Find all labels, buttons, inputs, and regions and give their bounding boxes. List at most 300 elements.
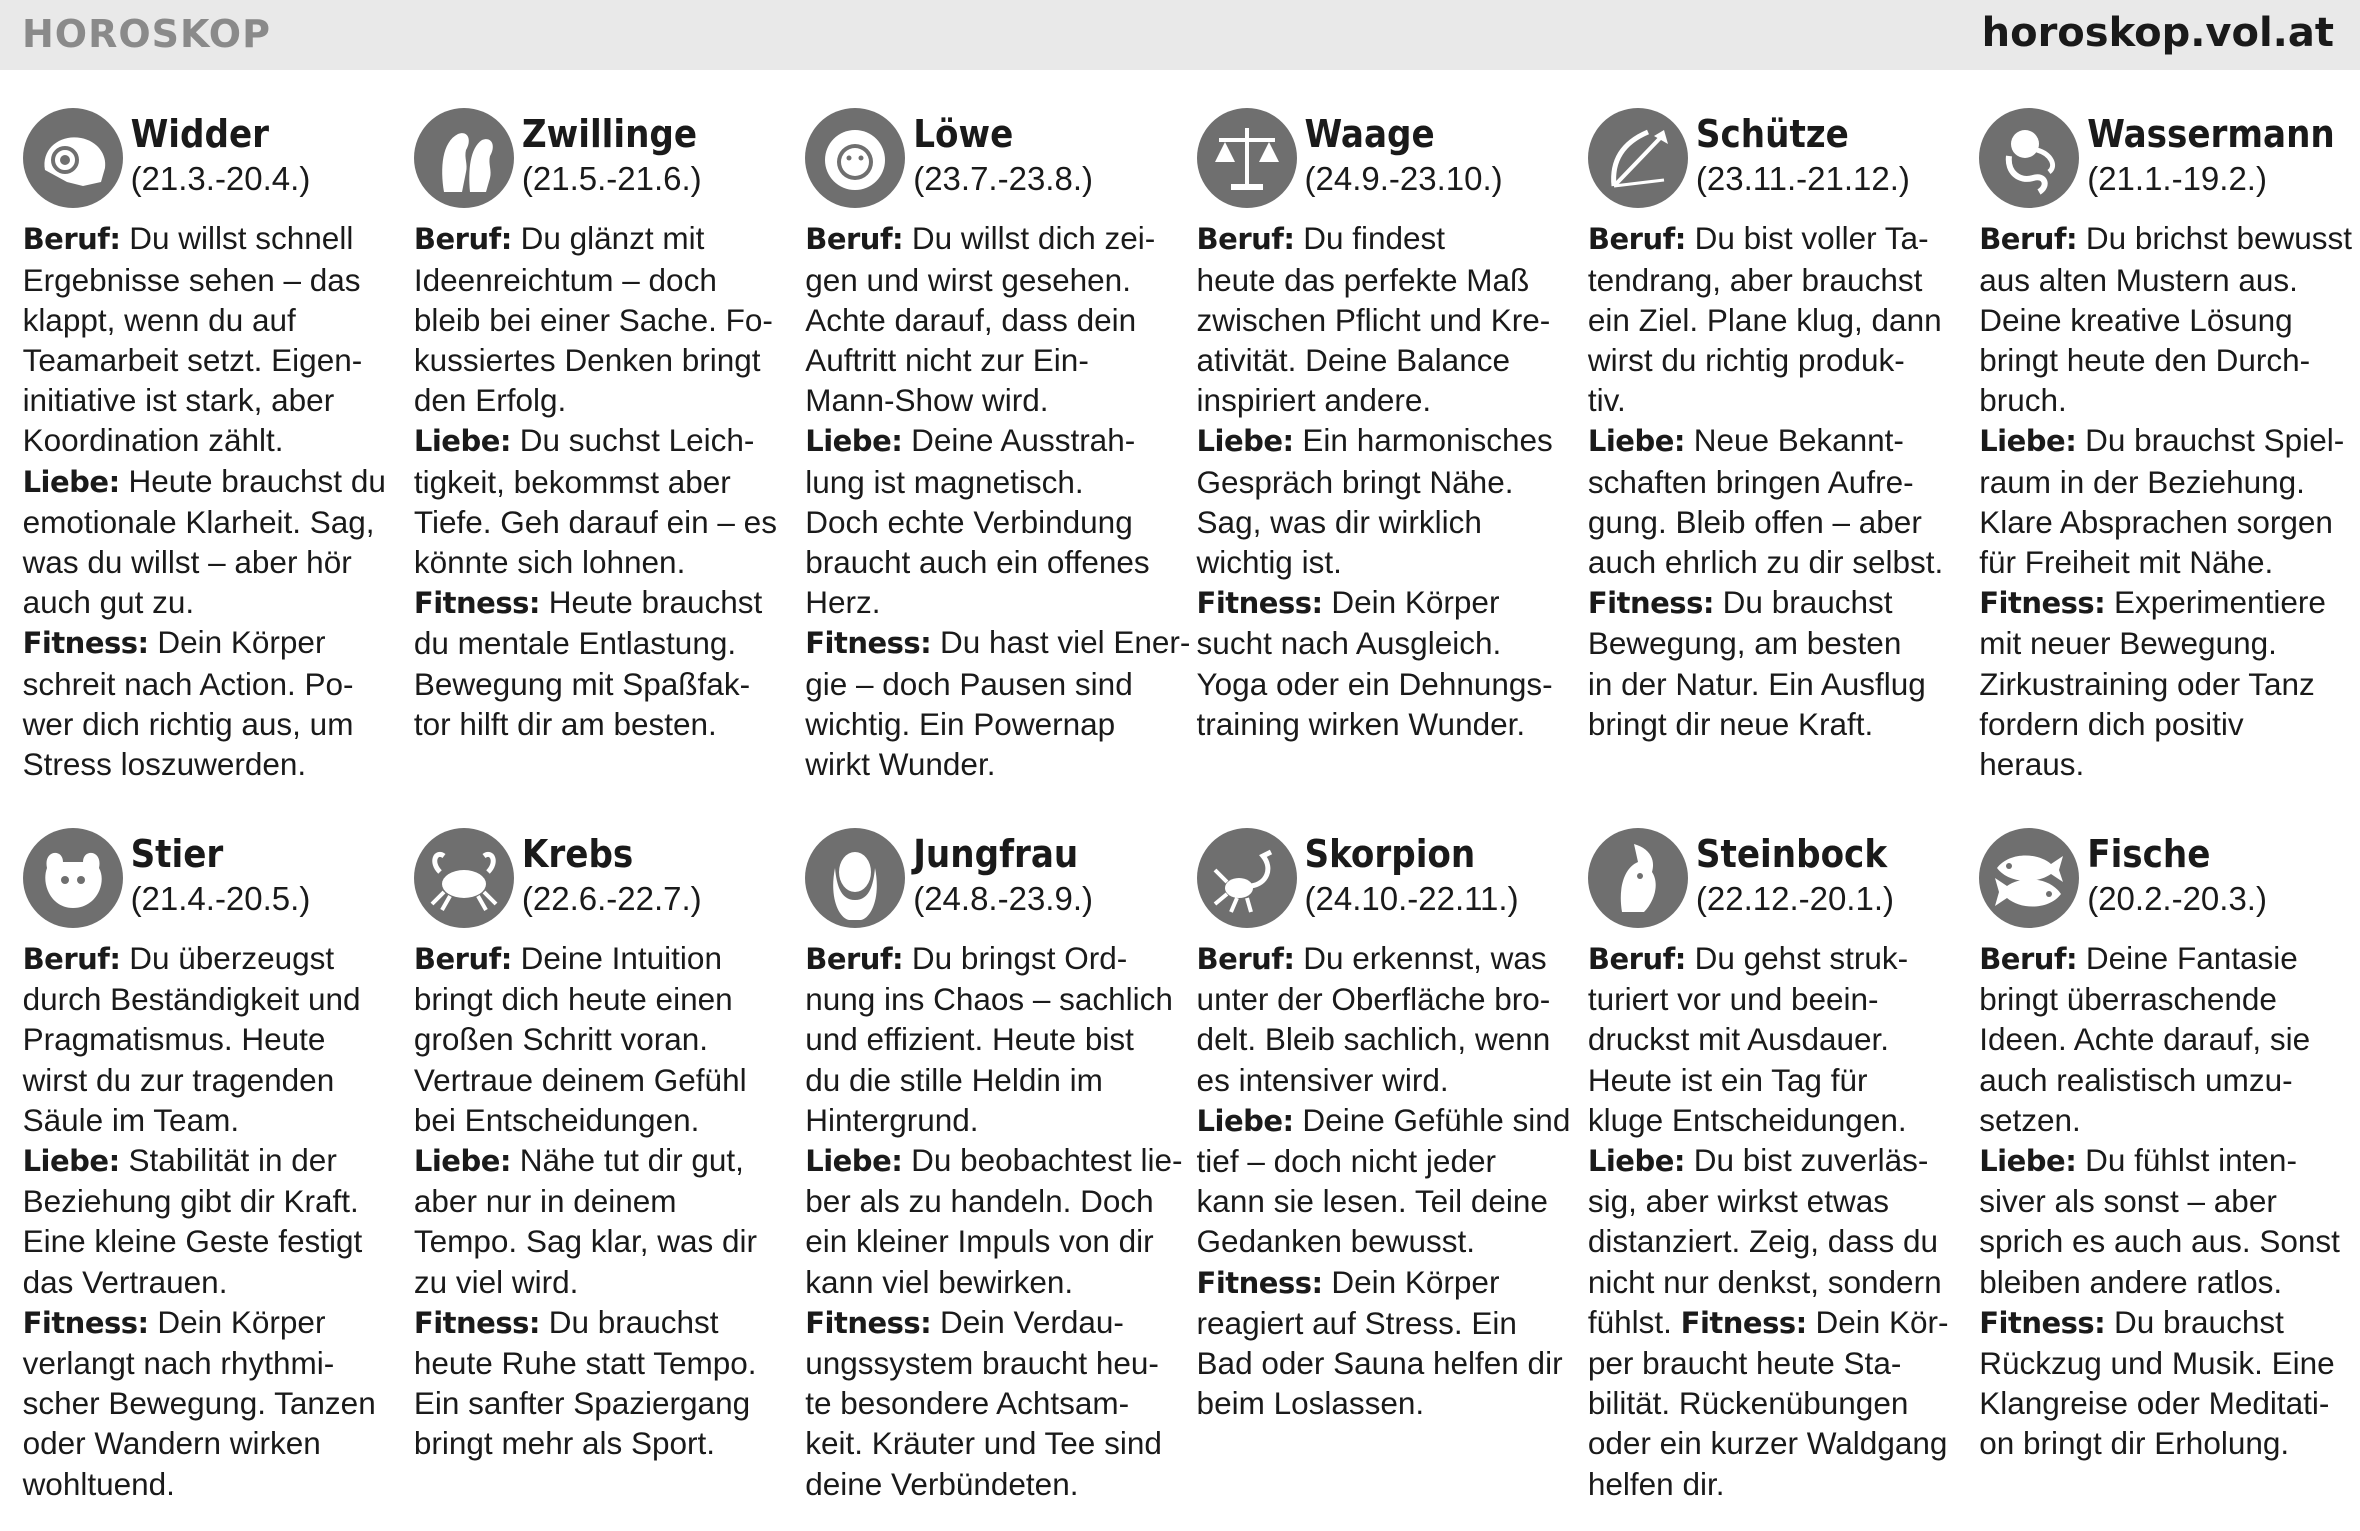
sign-name: Widder bbox=[130, 112, 269, 157]
text-line bbox=[23, 340, 389, 380]
body-text: du die stille Heldin im bbox=[805, 1061, 1103, 1098]
section-label: Liebe: bbox=[805, 424, 903, 459]
text-line bbox=[1588, 623, 1954, 663]
section-label: Fitness: bbox=[1587, 586, 1714, 621]
body-text: Bewegung mit Spaßfak- bbox=[413, 665, 751, 702]
body-text: schreit nach Action. Po- bbox=[22, 665, 354, 702]
text-line bbox=[1197, 704, 1563, 744]
text-line bbox=[1197, 218, 1563, 259]
text-line bbox=[1979, 1343, 2345, 1383]
text-line bbox=[805, 218, 1171, 259]
text-line bbox=[23, 1464, 389, 1504]
body-text: Deine Fantasie bbox=[2077, 939, 2298, 976]
body-text: kussiertes Denken bringt bbox=[413, 341, 761, 378]
text-line bbox=[1588, 938, 1954, 979]
text-line bbox=[805, 1464, 1171, 1504]
sign-date-range: (22.6.-22.7.) bbox=[521, 879, 702, 917]
sign-name: Stier bbox=[130, 831, 224, 876]
section-label: Liebe: bbox=[1587, 424, 1685, 459]
sign-horoscope-text bbox=[414, 218, 780, 744]
body-text: lung ist magnetisch. bbox=[805, 463, 1084, 500]
body-text: für Freiheit mit Nähe. bbox=[1979, 544, 2274, 580]
body-text: bei Entscheidungen. bbox=[413, 1101, 700, 1138]
text-line bbox=[414, 582, 780, 623]
text-line bbox=[414, 938, 780, 979]
text-line bbox=[1588, 1464, 1954, 1504]
text-line bbox=[805, 1302, 1171, 1343]
text-line bbox=[1197, 260, 1563, 300]
body-text: Achte darauf, dass dein bbox=[805, 301, 1137, 338]
text-line bbox=[1588, 979, 1954, 1019]
body-text: Klangreise oder Meditati- bbox=[1979, 1385, 2330, 1422]
water-bearer-icon bbox=[1979, 108, 2079, 208]
section-label: Fitness: bbox=[22, 626, 149, 661]
text-line bbox=[805, 502, 1171, 542]
section-label: Beruf: bbox=[22, 941, 121, 976]
text-line bbox=[1979, 1423, 2345, 1463]
body-text: Du findest bbox=[1294, 220, 1446, 257]
body-text: bleiben andere ratlos. bbox=[1979, 1263, 2283, 1300]
body-text: tief – doch nicht jeder bbox=[1196, 1142, 1496, 1179]
body-text: zu viel wird. bbox=[413, 1263, 579, 1300]
text-line bbox=[23, 1060, 389, 1100]
text-line bbox=[1197, 420, 1563, 461]
body-text: sig, aber wirkst etwas bbox=[1587, 1183, 1889, 1220]
body-text: Deine Gefühle sind bbox=[1293, 1101, 1571, 1138]
body-text: ungssystem braucht heu- bbox=[805, 1345, 1159, 1381]
text-line bbox=[414, 218, 780, 259]
text-line bbox=[414, 1262, 780, 1302]
text-line bbox=[1197, 1343, 1563, 1383]
body-text: Ein harmonisches bbox=[1293, 422, 1553, 459]
body-text: kluge Entscheidungen. bbox=[1587, 1101, 1907, 1138]
body-text: Du bist voller Ta- bbox=[1685, 220, 1929, 257]
text-line bbox=[414, 704, 780, 744]
sign-name: Löwe bbox=[913, 112, 1014, 157]
sign-header bbox=[1588, 108, 1954, 218]
text-line bbox=[414, 502, 780, 542]
text-line bbox=[1197, 502, 1563, 542]
text-line bbox=[1197, 582, 1563, 623]
body-text: turiert vor und beein- bbox=[1587, 981, 1879, 1018]
section-label: Beruf: bbox=[805, 222, 904, 257]
body-text: auch gut zu. bbox=[22, 584, 195, 621]
sign-horoscope-text bbox=[805, 218, 1191, 784]
body-text: Ergebnisse sehen – das bbox=[22, 261, 361, 298]
sign-header bbox=[1588, 828, 1954, 938]
text-line bbox=[1197, 1221, 1563, 1261]
text-line bbox=[1979, 542, 2345, 582]
body-text: Doch echte Verbindung bbox=[805, 503, 1133, 540]
body-text: Du willst schnell bbox=[120, 220, 354, 257]
body-text: Koordination zählt. bbox=[22, 422, 284, 459]
text-line bbox=[414, 542, 780, 582]
section-label: Liebe: bbox=[413, 1143, 512, 1178]
sign-horoscope-text bbox=[1588, 218, 1954, 744]
text-line bbox=[23, 1383, 389, 1423]
body-text: tendrang, aber brauchst bbox=[1587, 261, 1923, 298]
text-line bbox=[23, 300, 389, 340]
body-text: ein Ziel. Plane klug, dann bbox=[1587, 301, 1942, 338]
text-line bbox=[1979, 704, 2345, 744]
section-label: Liebe: bbox=[1196, 424, 1294, 459]
section-label: Beruf: bbox=[413, 222, 512, 257]
body-text: fordern dich positiv bbox=[1979, 705, 2244, 742]
text-line bbox=[805, 582, 1171, 622]
text-line bbox=[805, 260, 1171, 300]
body-text: te besondere Achtsam- bbox=[805, 1385, 1130, 1422]
sign-horoscope-text bbox=[414, 938, 780, 1464]
body-text: Eine kleine Geste festigt bbox=[22, 1223, 363, 1260]
body-text: deine Verbündeten. bbox=[805, 1465, 1079, 1502]
text-line bbox=[1979, 623, 2345, 663]
text-line bbox=[23, 1100, 389, 1140]
sign-date-range: (22.12.-20.1.) bbox=[1695, 879, 1894, 917]
sign-date-range: (24.10.-22.11.) bbox=[1304, 879, 1519, 917]
sign-header bbox=[414, 108, 780, 218]
section-label: Liebe: bbox=[1979, 424, 2077, 459]
sign-header bbox=[1979, 828, 2345, 938]
text-line bbox=[1588, 462, 1954, 502]
body-text: siver als sonst – aber bbox=[1979, 1183, 2277, 1220]
body-text: bruch. bbox=[1979, 382, 2067, 419]
body-text: nicht nur denkst, sondern bbox=[1587, 1263, 1942, 1300]
sign-date-range: (21.4.-20.5.) bbox=[130, 879, 311, 917]
text-line bbox=[414, 1302, 780, 1343]
body-text: wirkt Wunder. bbox=[805, 746, 996, 783]
body-text: das Vertrauen. bbox=[22, 1263, 228, 1300]
text-line bbox=[23, 1019, 389, 1059]
sign-name: Krebs bbox=[521, 831, 634, 876]
text-line bbox=[1979, 664, 2345, 704]
section-label: Fitness: bbox=[1196, 586, 1323, 621]
body-text: braucht auch ein offenes bbox=[805, 544, 1150, 580]
body-text: keit. Kräuter und Tee sind bbox=[805, 1425, 1162, 1462]
text-line bbox=[1979, 1221, 2345, 1261]
twins-icon bbox=[414, 108, 514, 208]
body-text: bringt mehr als Sport. bbox=[413, 1425, 716, 1462]
section-label: Beruf: bbox=[1979, 222, 2078, 257]
section-label: Fitness: bbox=[805, 626, 932, 661]
text-line bbox=[1197, 1262, 1563, 1303]
sign-horoscope-text bbox=[805, 938, 1183, 1504]
text-line bbox=[23, 1343, 389, 1383]
text-line bbox=[23, 1423, 389, 1463]
body-text: Du bist zuverläs- bbox=[1685, 1141, 1929, 1178]
section-label: Fitness: bbox=[22, 1305, 149, 1340]
body-text: auch realistisch umzu- bbox=[1979, 1061, 2293, 1098]
body-text: Bad oder Sauna helfen dir bbox=[1196, 1345, 1563, 1381]
sign-steinbock bbox=[1588, 828, 1954, 1504]
text-line bbox=[805, 300, 1171, 340]
text-line bbox=[1197, 1181, 1563, 1221]
text-line bbox=[414, 1140, 780, 1181]
text-line bbox=[1979, 462, 2345, 502]
body-text: Ein sanfter Spaziergang bbox=[413, 1385, 751, 1422]
text-line bbox=[805, 744, 1171, 784]
text-line bbox=[1197, 462, 1563, 502]
section-label: Liebe: bbox=[22, 1143, 120, 1178]
text-line bbox=[805, 420, 1171, 461]
body-text: Hintergrund. bbox=[805, 1101, 979, 1138]
page-title: HOROSKOP bbox=[22, 12, 271, 56]
body-text: nung ins Chaos – sachlich bbox=[805, 981, 1173, 1018]
body-text: ein kleiner Impuls von dir bbox=[805, 1223, 1154, 1260]
text-line bbox=[1588, 704, 1954, 744]
sign-date-range: (21.3.-20.4.) bbox=[130, 160, 311, 198]
text-line bbox=[1588, 1262, 1954, 1302]
text-line bbox=[1979, 1019, 2345, 1059]
body-text: Tempo. Sag klar, was dir bbox=[413, 1223, 758, 1260]
text-line bbox=[805, 1383, 1171, 1423]
text-line bbox=[805, 704, 1171, 744]
body-text: du mentale Entlastung. bbox=[413, 625, 737, 662]
archer-icon bbox=[1588, 108, 1688, 208]
text-line bbox=[805, 1221, 1171, 1261]
body-text: wohltuend. bbox=[22, 1465, 175, 1502]
body-text: Dein Körper bbox=[1322, 1263, 1500, 1300]
text-line bbox=[805, 1343, 1171, 1383]
body-text: Du brauchst bbox=[2105, 1303, 2284, 1340]
body-text: Du brauchst Spiel- bbox=[2076, 422, 2345, 459]
text-line bbox=[23, 744, 389, 784]
section-label: Beruf: bbox=[1587, 941, 1686, 976]
body-text: Säule im Team. bbox=[22, 1101, 240, 1138]
text-line bbox=[414, 1343, 780, 1383]
text-line bbox=[414, 340, 780, 380]
body-text: wer dich richtig aus, um bbox=[22, 705, 354, 742]
body-text: zwischen Pflicht und Kre- bbox=[1196, 301, 1551, 338]
text-line bbox=[414, 623, 780, 663]
text-line bbox=[23, 1302, 389, 1343]
sign-löwe bbox=[805, 108, 1191, 784]
section-label: Fitness: bbox=[805, 1305, 932, 1340]
sign-name: Waage bbox=[1304, 112, 1435, 157]
sign-horoscope-text bbox=[1197, 218, 1563, 744]
sign-header bbox=[1197, 108, 1563, 218]
body-text: wichtig. Ein Powernap bbox=[805, 705, 1116, 742]
body-text: Gespräch bringt Nähe. bbox=[1196, 463, 1514, 500]
text-line bbox=[23, 1140, 389, 1181]
text-line bbox=[1979, 1181, 2345, 1221]
text-line bbox=[805, 1181, 1171, 1221]
text-line bbox=[1588, 1221, 1954, 1261]
text-line bbox=[23, 542, 389, 582]
sign-header bbox=[805, 828, 1171, 938]
body-text: tor hilft dir am besten. bbox=[413, 705, 717, 742]
text-line bbox=[1588, 1100, 1954, 1140]
text-line bbox=[23, 1181, 389, 1221]
body-text: Heute brauchst du bbox=[119, 462, 386, 499]
body-text: bringt dir neue Kraft. bbox=[1587, 705, 1874, 742]
body-text: Nähe tut dir gut, bbox=[511, 1141, 744, 1178]
body-text: Du beobachtest lie- bbox=[902, 1141, 1183, 1178]
text-line bbox=[414, 1181, 780, 1221]
text-line bbox=[1588, 502, 1954, 542]
body-text: es intensiver wird. bbox=[1196, 1061, 1449, 1098]
body-text: unter der Oberfläche bro- bbox=[1196, 981, 1551, 1018]
sign-horoscope-text bbox=[23, 938, 389, 1504]
text-line bbox=[1588, 340, 1954, 380]
text-line bbox=[1979, 260, 2345, 300]
text-line bbox=[1588, 1383, 1954, 1423]
body-text: Du erkennst, was bbox=[1294, 939, 1547, 976]
text-line bbox=[1979, 1262, 2345, 1302]
text-line bbox=[1979, 1100, 2345, 1140]
text-line bbox=[1197, 979, 1563, 1019]
body-text: auch ehrlich zu dir selbst. bbox=[1587, 544, 1944, 580]
text-line bbox=[414, 1019, 780, 1059]
text-line bbox=[1197, 938, 1563, 979]
sign-header bbox=[1979, 108, 2345, 218]
body-text: kann sie lesen. Teil deine bbox=[1196, 1183, 1548, 1220]
section-label: Beruf: bbox=[1979, 941, 2078, 976]
text-line bbox=[805, 1019, 1171, 1059]
body-text: Teamarbeit setzt. Eigen- bbox=[22, 341, 363, 378]
text-line bbox=[805, 622, 1191, 663]
body-text: Stress loszuwerden. bbox=[22, 746, 307, 783]
body-text: delt. Bleib sachlich, wenn bbox=[1196, 1021, 1551, 1058]
crab-icon bbox=[414, 828, 514, 928]
body-text: fühlst. bbox=[1587, 1303, 1681, 1340]
body-text: Deine kreative Lösung bbox=[1979, 301, 2293, 338]
sign-krebs bbox=[414, 828, 780, 1464]
section-label: Liebe: bbox=[1979, 1143, 2077, 1178]
text-line bbox=[805, 664, 1171, 704]
text-line bbox=[1588, 1423, 1954, 1463]
text-line bbox=[23, 502, 389, 542]
body-text: Vertraue deinem Gefühl bbox=[413, 1061, 747, 1098]
sign-date-range: (23.7.-23.8.) bbox=[913, 160, 1093, 198]
body-text: klappt, wenn du auf bbox=[22, 301, 296, 338]
text-line bbox=[414, 462, 780, 502]
section-label: Fitness: bbox=[1979, 586, 2106, 621]
section-label: Beruf: bbox=[1196, 941, 1295, 976]
text-line bbox=[805, 340, 1171, 380]
sign-name: Steinbock bbox=[1695, 831, 1888, 876]
body-text: Yoga oder ein Dehnungs- bbox=[1196, 665, 1553, 702]
section-label: Fitness: bbox=[413, 1305, 540, 1340]
sign-skorpion bbox=[1196, 828, 1571, 1423]
sign-widder bbox=[23, 108, 389, 784]
body-text: Du suchst Leich- bbox=[511, 422, 755, 459]
body-text: druckst mit Ausdauer. bbox=[1587, 1021, 1890, 1058]
text-line bbox=[23, 420, 389, 460]
text-line bbox=[414, 260, 780, 300]
text-line bbox=[1588, 1019, 1954, 1059]
text-line bbox=[1588, 218, 1954, 259]
body-text: Dein Körper bbox=[1322, 584, 1500, 621]
body-text: großen Schritt voran. bbox=[413, 1021, 709, 1058]
sign-schütze bbox=[1588, 108, 1954, 744]
body-text: heute das perfekte Maß bbox=[1196, 261, 1530, 298]
text-line bbox=[414, 979, 780, 1019]
body-text: Dein Verdau- bbox=[931, 1303, 1124, 1340]
sign-name: Jungfrau bbox=[913, 831, 1079, 876]
body-text: distanziert. Zeig, dass du bbox=[1587, 1223, 1939, 1260]
text-line bbox=[1979, 502, 2345, 542]
text-line bbox=[805, 938, 1171, 979]
text-line bbox=[1588, 664, 1954, 704]
body-text: Deine Ausstrah- bbox=[902, 422, 1136, 459]
body-text: tigkeit, bekommst aber bbox=[413, 463, 731, 500]
sign-horoscope-text bbox=[1588, 938, 1954, 1504]
sign-date-range: (21.1.-19.2.) bbox=[2087, 160, 2267, 198]
body-text: scher Bewegung. Tanzen bbox=[22, 1385, 376, 1422]
text-line bbox=[805, 1423, 1171, 1463]
sign-zwillinge bbox=[414, 108, 780, 744]
body-text: Dein Körper bbox=[148, 1303, 326, 1340]
body-text: beim Loslassen. bbox=[1196, 1385, 1425, 1422]
scorpion-icon bbox=[1197, 828, 1297, 928]
text-line bbox=[1588, 1343, 1954, 1383]
body-text: in der Natur. Ein Ausflug bbox=[1587, 665, 1926, 702]
virgin-icon bbox=[805, 828, 905, 928]
section-label: Liebe: bbox=[1587, 1143, 1685, 1178]
body-text: on bringt dir Erholung. bbox=[1979, 1425, 2290, 1462]
text-line bbox=[1197, 1141, 1563, 1181]
sign-date-range: (20.2.-20.3.) bbox=[2087, 879, 2267, 917]
text-line bbox=[805, 979, 1171, 1019]
text-line bbox=[23, 622, 389, 663]
sign-date-range: (24.9.-23.10.) bbox=[1304, 160, 1503, 198]
text-line bbox=[1197, 340, 1563, 380]
section-label: Fitness: bbox=[1979, 1305, 2106, 1340]
body-text: Du hast viel Ener- bbox=[931, 624, 1191, 661]
sign-wassermann bbox=[1979, 108, 2352, 784]
body-text: Bewegung, am besten bbox=[1587, 625, 1902, 662]
body-text: schaften bringen Aufre- bbox=[1587, 463, 1914, 500]
text-line bbox=[1979, 300, 2345, 340]
body-text: bleib bei einer Sache. Fo- bbox=[413, 301, 773, 338]
body-text: initiative ist stark, aber bbox=[22, 382, 335, 419]
body-text: Mann-Show wird. bbox=[805, 382, 1049, 419]
text-line bbox=[23, 380, 389, 420]
text-line bbox=[1979, 420, 2345, 461]
text-line bbox=[23, 704, 389, 744]
sign-name: Wassermann bbox=[2087, 112, 2335, 157]
text-line bbox=[1588, 582, 1954, 623]
body-text: ber als zu handeln. Doch bbox=[805, 1183, 1154, 1220]
sign-horoscope-text bbox=[1979, 938, 2345, 1464]
sign-name: Skorpion bbox=[1304, 831, 1476, 876]
text-line bbox=[1197, 1060, 1563, 1100]
sign-name: Schütze bbox=[1695, 112, 1849, 157]
body-text: Beziehung gibt dir Kraft. bbox=[22, 1183, 359, 1220]
text-line bbox=[1588, 1060, 1954, 1100]
body-text: Du bringst Ord- bbox=[903, 939, 1128, 976]
body-text: emotionale Klarheit. Sag, bbox=[22, 503, 375, 540]
body-text: Gedanken bewusst. bbox=[1196, 1223, 1475, 1260]
section-label: Beruf: bbox=[22, 222, 121, 257]
text-line bbox=[1979, 1060, 2345, 1100]
text-line bbox=[1197, 380, 1563, 420]
section-label: Beruf: bbox=[805, 941, 904, 976]
body-text: sucht nach Ausgleich. bbox=[1196, 625, 1502, 662]
body-text: mit neuer Bewegung. bbox=[1979, 625, 2277, 662]
text-line bbox=[23, 938, 389, 979]
body-text: helfen dir. bbox=[1587, 1465, 1725, 1502]
body-text: gung. Bleib offen – aber bbox=[1587, 503, 1922, 540]
text-line bbox=[1197, 300, 1563, 340]
body-text: Du gehst struk- bbox=[1685, 939, 1909, 976]
sign-date-range: (21.5.-21.6.) bbox=[521, 160, 702, 198]
body-text: raum in der Beziehung. bbox=[1979, 463, 2305, 500]
section-label: Fitness: bbox=[1196, 1265, 1323, 1300]
text-line bbox=[1588, 1302, 1954, 1343]
ram-icon bbox=[23, 108, 123, 208]
section-label: Liebe: bbox=[805, 1143, 903, 1178]
